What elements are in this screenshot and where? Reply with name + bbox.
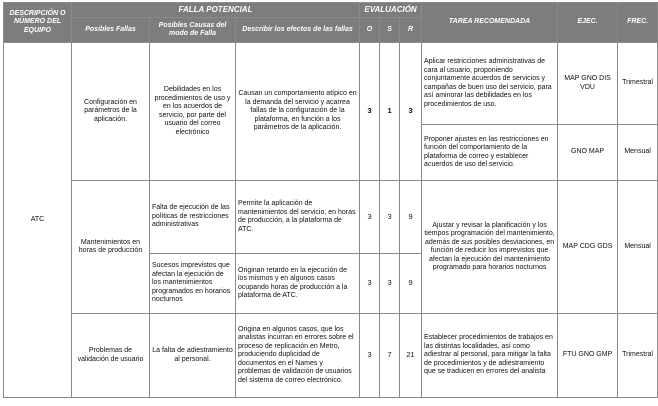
r-value: 9: [400, 254, 422, 314]
efecto-cell: Permite la aplicación de mantenimientos del servicio, en horas de producción, a la plataforma de ATC.: [236, 181, 360, 254]
falla-cell: Problemas de validación de usuario: [72, 314, 150, 398]
header-descripcion: DESCRIPCIÓN O NÚMERO DEL EQUIPO: [4, 3, 72, 43]
s-value: 3: [380, 254, 400, 314]
ejec-cell: FTU GNO GMP: [558, 314, 618, 398]
causa-cell: Sucesos imprevistos que afectan la ejecución de los mantenimientos programados en horarios nocturnos: [150, 254, 236, 314]
header-posibles-causas: Posibles Causas del modo de Falla: [150, 18, 236, 43]
header-row-top: [4, 3, 658, 18]
tarea-cell: Ajustar y revisar la planificación y los tiempos programación del mantenimiento, además de sus posibles desviaciones, en función de reducir los imprevistos que afectan la ejecución del mantenimiento programado para horarios nocturnos: [422, 181, 558, 314]
equipo-cell: ATC: [4, 43, 72, 398]
header-s: S: [380, 18, 400, 43]
frec-cell: Mensual: [618, 125, 658, 181]
r-value: 3: [400, 43, 422, 181]
ejec-cell: MAP GNO DIS VDU: [558, 43, 618, 125]
falla-cell: Configuración en parámetros de la aplicación.: [72, 43, 150, 181]
header-falla-potencial: FALLA POTENCIAL: [72, 3, 360, 18]
efecto-cell: Causan un comportamiento atípico en la demanda del servicio y acarrea fallas de la configuración de la plataforma, en función a los parámetros de la aplicación.: [236, 43, 360, 181]
r-value: 9: [400, 181, 422, 254]
efecto-cell: Origina en algunos casos, que los analistas incurran en errores sobre el proceso de replicación en Metro, produciendo duplicidad de documentos en el Names y problemas de validación de usuarios del sistema de correo electrónico.: [236, 314, 360, 398]
table-row: [4, 43, 658, 125]
header-r: R: [400, 18, 422, 43]
fmea-table: [3, 2, 658, 398]
o-value: 3: [360, 181, 380, 254]
falla-cell: Mantenimientos en horas de producción: [72, 181, 150, 314]
s-value: 7: [380, 314, 400, 398]
frec-cell: Mensual: [618, 181, 658, 314]
causa-cell: Debilidades en los procedimientos de uso y en los acuerdos de servicio, por parte del usuario del correo electrónico: [150, 43, 236, 181]
table-row: [4, 314, 658, 398]
o-value: 3: [360, 314, 380, 398]
o-value: 3: [360, 254, 380, 314]
r-value: 21: [400, 314, 422, 398]
header-o: O: [360, 18, 380, 43]
s-value: 1: [380, 43, 400, 181]
o-value: 3: [360, 43, 380, 181]
frec-cell: Trimestral: [618, 43, 658, 125]
efecto-cell: Originan retardo en la ejecución de los mismos y en algunos casos ocupando horas de producción a la plataforma de ATC.: [236, 254, 360, 314]
header-frec: FREC.: [618, 3, 658, 43]
tarea-cell: Establecer procedimientos de trabajos en las distintas localidades, así como adiestrar al personal, para mitigar la falta de procedimientos y de adiestramiento que se traducen en errores del analista: [422, 314, 558, 398]
frec-cell: Trimestral: [618, 314, 658, 398]
s-value: 3: [380, 181, 400, 254]
header-posibles-fallas: Posibles Fallas: [72, 18, 150, 43]
header-tarea: TAREA RECOMENDADA: [422, 3, 558, 43]
header-evaluacion: EVALUACIÓN: [360, 3, 422, 18]
tarea-cell: Proponer ajustes en las restricciones en función del comportamiento de la plataforma de correo y establecer acuerdos de uso del servicio.: [422, 125, 558, 181]
tarea-cell: Aplicar restricciones administrativas de cara al usuario, proponiendo conjuntamente acuerdos de servicios y campañas de buen uso del servicio, para así aminorar las debilidades en los procedimientos de uso.: [422, 43, 558, 125]
header-describir-efectos: Describir los efectos de las fallas: [236, 18, 360, 43]
header-ejec: EJEC.: [558, 3, 618, 43]
ejec-cell: GNO MAP: [558, 125, 618, 181]
table-row: [4, 181, 658, 254]
causa-cell: Falta de ejecución de las políticas de restricciones administrativas: [150, 181, 236, 254]
causa-cell: La falta de adiestramiento al personal.: [150, 314, 236, 398]
ejec-cell: MAP CDG GDS: [558, 181, 618, 314]
